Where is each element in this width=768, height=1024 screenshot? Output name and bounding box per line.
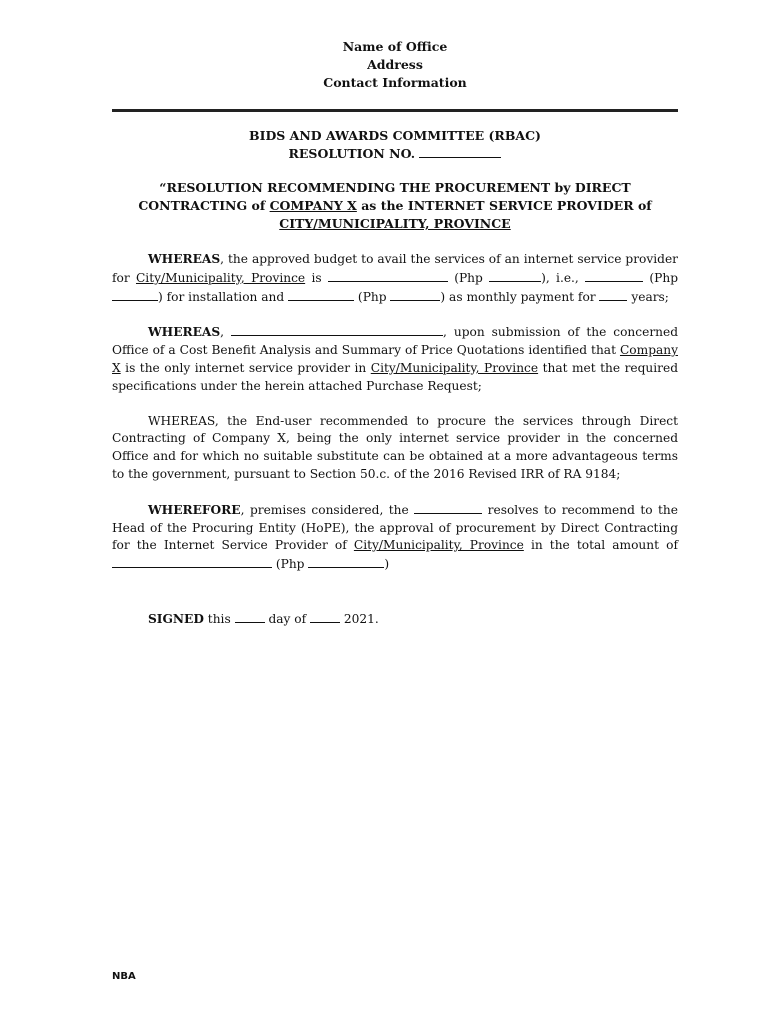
budget-php-blank (489, 269, 541, 282)
signed-line (112, 610, 678, 629)
whereas-2-text-d: that met the required specifications under the herein attached Purchase Request; (112, 360, 678, 393)
installation-php-blank (112, 288, 158, 301)
resolution-heading-line1: “RESOLUTION RECOMMENDING THE PROCUREMENT by DIRECT (159, 180, 631, 195)
committee-title: BIDS AND AWARDS COMMITTEE (RBAC) (249, 128, 541, 143)
signed-text-b: day of (264, 611, 311, 626)
office-contact: Contact Information (323, 75, 467, 90)
resolution-body (112, 251, 678, 646)
resolution-number (112, 145, 678, 163)
resolution-heading-line2-start: CONTRACTING of (138, 198, 270, 213)
whereas-2-text-c: is the only internet service provider in (120, 360, 371, 375)
signed-text-c: 2021. (340, 611, 379, 626)
wherefore-paragraph (112, 501, 678, 574)
signed-month-blank (310, 610, 340, 623)
resolution-heading-line2 (112, 197, 678, 215)
whereas-1-text-f: ) for installation and (158, 289, 289, 304)
resolution-number-label: RESOLUTION NO. (288, 146, 416, 161)
wherefore-text-b: resolves to recommend to the Head of the Procuring Entity (HoPE), the approval of procurement by Direct Contracting for the Internet Service Provider of (112, 502, 678, 553)
office-address: Address (367, 57, 423, 72)
resolution-heading-line3: CITY/MUNICIPALITY, PROVINCE (279, 216, 511, 231)
wherefore-place: City/Municipality, Province (353, 538, 524, 553)
resolution-title-block (112, 127, 678, 233)
monthly-blank (288, 288, 354, 301)
whereas-1-text-a: , the approved budget to avail the services of an internet service provider for (112, 252, 678, 285)
installation-blank (585, 269, 643, 282)
monthly-php-blank (390, 288, 440, 301)
whereas-1-text-d: ), i.e., (541, 270, 586, 285)
total-amount-blank (112, 555, 272, 568)
wherefore-lead: WHEREFORE (148, 502, 241, 517)
signed-lead: SIGNED (148, 611, 204, 626)
whereas-paragraph-2 (112, 323, 678, 395)
budget-blank (328, 269, 448, 282)
resolution-heading-line2-end: as the INTERNET SERVICE PROVIDER of (356, 198, 652, 213)
whereas-2-place: City/Municipality, Province (370, 360, 539, 375)
whereas-1-text-g: (Php (354, 289, 391, 304)
wherefore-text-a: , premises considered, the (240, 502, 415, 517)
office-blank (231, 323, 443, 336)
whereas-1-text-b: is (305, 270, 328, 285)
whereas-1-text-h: ) as monthly payment for (440, 289, 600, 304)
whereas-1-text-c: (Php (447, 270, 490, 285)
committee-blank (414, 501, 482, 514)
whereas-1-lead: WHEREAS (148, 252, 221, 266)
wherefore-text-e: ) (384, 557, 390, 572)
whereas-2-company: Company X (112, 343, 678, 375)
resolution-company-name: COMPANY X (269, 198, 357, 213)
wherefore-text-c: in the total amount of (523, 538, 678, 553)
whereas-2-text-a: , (220, 325, 232, 340)
office-header (0, 38, 768, 92)
whereas-2-lead: WHEREAS (148, 325, 221, 340)
signed-day-blank (235, 610, 265, 623)
wherefore-text-d: (Php (272, 557, 309, 572)
whereas-1-place: City/Municipality, Province (135, 270, 306, 285)
whereas-paragraph-1 (112, 251, 678, 306)
footer-initials: NBA (112, 971, 136, 982)
whereas-1-text-i: years; (627, 289, 669, 304)
header-divider (112, 109, 678, 112)
whereas-2-text-b: , upon submission of the concerned Office of a Cost Benefit Analysis and Summary of Price Quotations identified that (112, 325, 679, 358)
years-blank (599, 288, 627, 301)
whereas-1-text-e: (Php (643, 270, 678, 285)
office-name: Name of Office (342, 39, 448, 54)
signed-text-a: this (203, 611, 235, 626)
total-php-blank (308, 555, 384, 568)
resolution-number-blank (419, 145, 501, 158)
whereas-paragraph-3: WHEREAS, the End-user recommended to procure the services through Direct Contracting of Company X, being the only internet service provider in the concerned Office and for which no suitable substitute can be obtained at a more advantageous terms to the government, pursuant to Section 50.c. of the 2016 Revised IRR of RA 9184; (112, 413, 678, 481)
